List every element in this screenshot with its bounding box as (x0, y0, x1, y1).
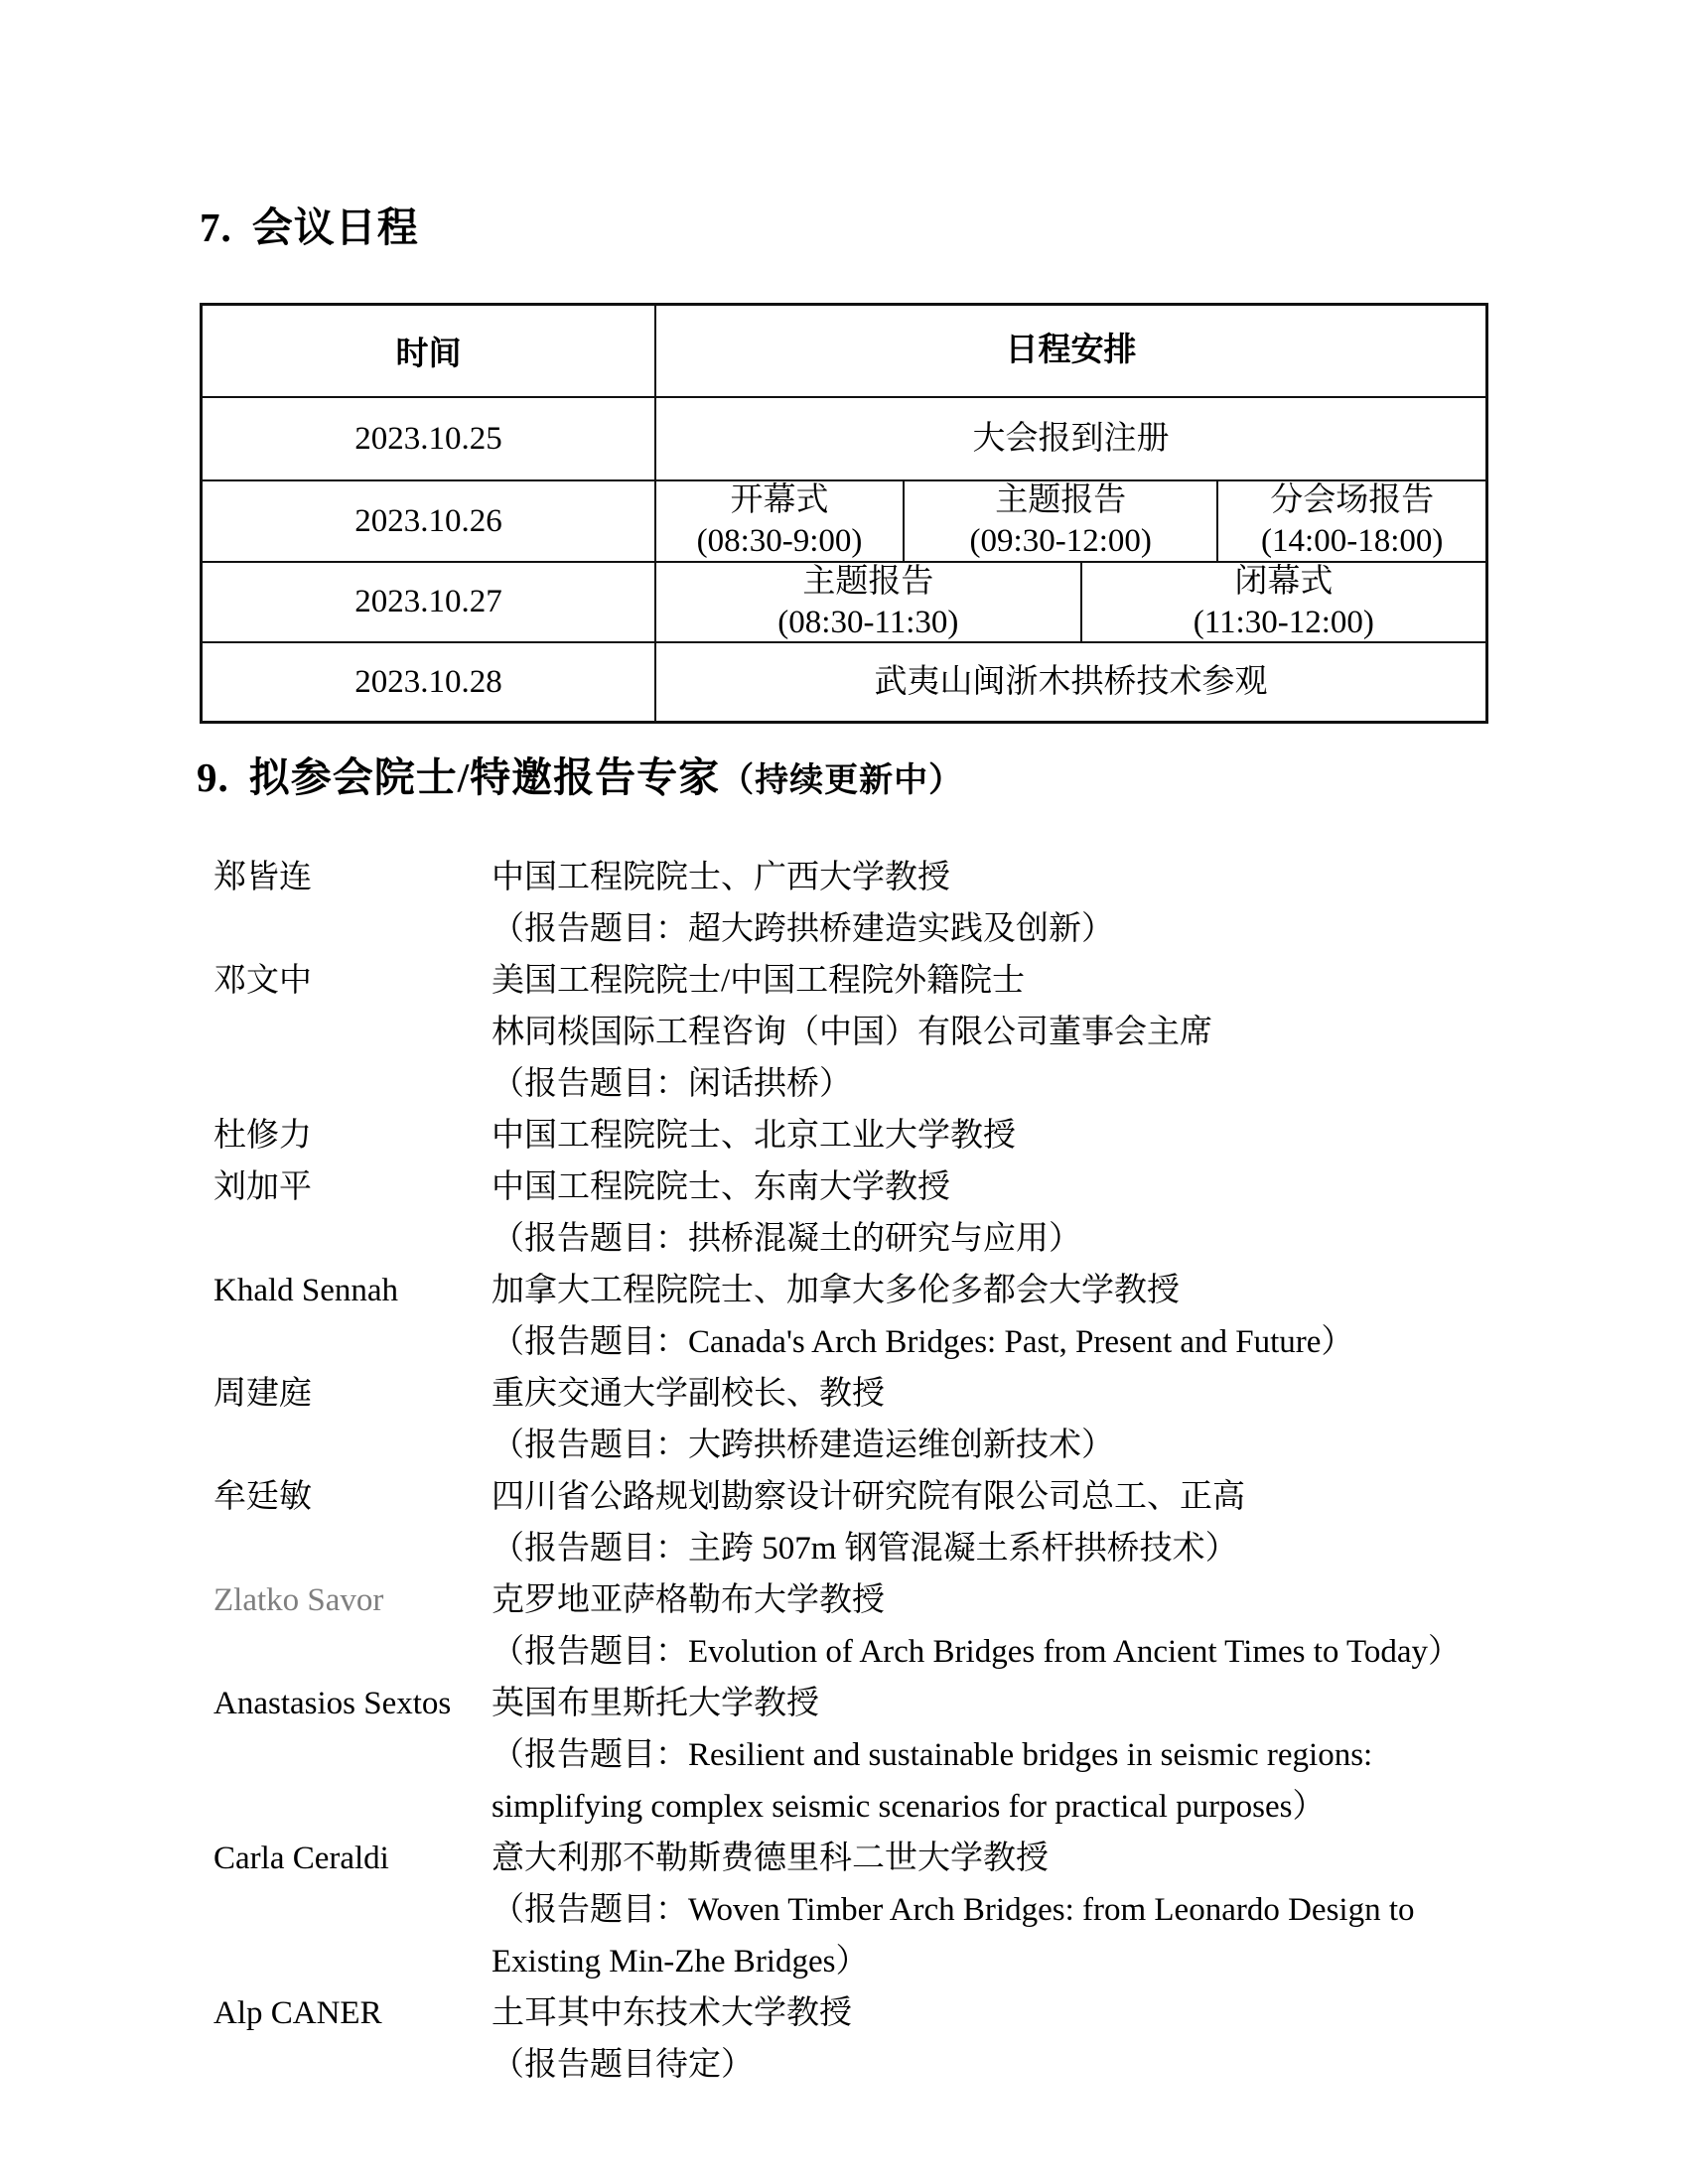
event-title: 武夷山闽浙木拱桥技术参观 (874, 663, 1268, 700)
expert-row (213, 955, 1504, 1110)
schedule-table (200, 303, 1488, 724)
event-cell (656, 643, 1485, 721)
expert-detail-line: simplifying complex seismic scenarios for practical purposes） (492, 1789, 1326, 1825)
expert-detail-line: （报告题目：Canada's Arch Bridges: Past, Present and Future） (492, 1324, 1354, 1360)
event-time: (08:30-9:00) (696, 523, 863, 559)
expert-detail-line: （报告题目：闲话拱桥） (492, 1066, 852, 1102)
expert-name: 周建庭 (213, 1376, 312, 1412)
expert-detail-line: 中国工程院院士、北京工业大学教授 (492, 1118, 1016, 1154)
section-7-number: 7. (200, 205, 232, 250)
event-title: 主题报告 (995, 482, 1127, 518)
agenda-cells (656, 643, 1485, 721)
expert-details (492, 1110, 1504, 1161)
expert-row (213, 1833, 1504, 1987)
event-cell (1080, 563, 1485, 641)
section-7-heading (200, 195, 419, 253)
table-row (203, 396, 1485, 479)
expert-details (492, 1368, 1504, 1471)
expert-detail-line: 四川省公路规划勘察设计研究院有限公司总工、正高 (492, 1479, 1245, 1515)
table-header-time: 时间 (203, 306, 656, 396)
expert-name: Anastasios Sextos (213, 1686, 452, 1721)
date-cell: 2023.10.27 (203, 563, 656, 641)
expert-details (492, 1987, 1504, 2091)
expert-name: Alp CANER (213, 1995, 382, 2031)
event-time: (09:30-12:00) (969, 523, 1152, 559)
expert-row (213, 1265, 1504, 1368)
expert-detail-line: 林同棪国际工程咨询（中国）有限公司董事会主席 (492, 1015, 1212, 1050)
table-row (203, 641, 1485, 721)
expert-detail-line: 英国布里斯托大学教授 (492, 1686, 819, 1721)
event-cell (656, 563, 1080, 641)
event-cell (903, 481, 1216, 561)
section-9-title: 拟参会院士/特邀报告专家 (248, 754, 721, 800)
table-row (203, 561, 1485, 641)
section-9-subtitle: （持续更新中） (720, 762, 964, 799)
expert-detail-line: （报告题目：大跨拱桥建造运维创新技术） (492, 1428, 1114, 1463)
expert-detail-line: 重庆交通大学副校长、教授 (492, 1376, 885, 1412)
expert-details (492, 1678, 1504, 1833)
expert-detail-line: 土耳其中东技术大学教授 (492, 1995, 852, 2031)
expert-detail-line: （报告题目：Woven Timber Arch Bridges: from Leonardo Design to (492, 1892, 1415, 1928)
expert-detail-line: （报告题目：超大跨拱桥建造实践及创新） (492, 911, 1114, 947)
expert-row (213, 1110, 1504, 1161)
expert-detail-line: （报告题目：主跨 507m 钢管混凝土系杆拱桥技术） (492, 1531, 1238, 1567)
expert-row (213, 1161, 1504, 1265)
expert-detail-line: 中国工程院院士、东南大学教授 (492, 1169, 950, 1205)
experts-list (213, 852, 1504, 2091)
expert-row (213, 1471, 1504, 1574)
expert-detail-line: （报告题目：Evolution of Arch Bridges from Ancient Times to Today） (492, 1634, 1462, 1670)
event-title: 大会报到注册 (972, 420, 1170, 457)
date-cell: 2023.10.25 (203, 398, 656, 479)
table-header-row (203, 306, 1485, 396)
event-title: 闭幕式 (1234, 563, 1334, 600)
event-cell (656, 398, 1485, 479)
expert-detail-line: 克罗地亚萨格勒布大学教授 (492, 1582, 885, 1618)
expert-detail-line: （报告题目：Resilient and sustainable bridges in seismic regions: (492, 1737, 1373, 1773)
expert-detail-line: 意大利那不勒斯费德里科二世大学教授 (492, 1841, 1049, 1876)
expert-name: 郑皆连 (213, 860, 312, 895)
event-title: 开幕式 (730, 482, 829, 518)
expert-name: Zlatko Savor (213, 1582, 384, 1618)
expert-details (492, 1161, 1504, 1265)
expert-name: Carla Ceraldi (213, 1841, 389, 1876)
table-header-agenda: 日程安排 (1005, 333, 1137, 368)
expert-details (492, 1833, 1504, 1987)
event-time: (08:30-11:30) (777, 604, 959, 640)
section-7-title: 会议日程 (251, 205, 419, 250)
expert-detail-line: Existing Min-Zhe Bridges） (492, 1944, 869, 1979)
event-time: (14:00-18:00) (1261, 523, 1444, 559)
date-cell: 2023.10.26 (203, 481, 656, 561)
event-cell (656, 481, 903, 561)
expert-name: 杜修力 (213, 1118, 312, 1154)
expert-name: Khald Sennah (213, 1273, 399, 1308)
expert-details (492, 852, 1504, 955)
agenda-cells (656, 563, 1485, 641)
expert-row (213, 1368, 1504, 1471)
section-9-number: 9. (197, 754, 229, 800)
expert-detail-line: （报告题目待定） (492, 2047, 754, 2083)
expert-name: 牟廷敏 (213, 1479, 312, 1515)
expert-detail-line: 美国工程院院士/中国工程院外籍院士 (492, 963, 1026, 999)
expert-detail-line: 中国工程院院士、广西大学教授 (492, 860, 950, 895)
section-9-heading (197, 745, 963, 803)
table-row (203, 479, 1485, 561)
expert-details (492, 1265, 1504, 1368)
agenda-cells (656, 398, 1485, 479)
expert-details (492, 1471, 1504, 1574)
expert-detail-line: （报告题目：拱桥混凝土的研究与应用） (492, 1221, 1081, 1257)
table-header-agenda-col (656, 306, 1485, 396)
expert-details (492, 955, 1504, 1110)
agenda-cells (656, 481, 1485, 561)
event-time: (11:30-12:00) (1193, 604, 1374, 640)
expert-name: 刘加平 (213, 1169, 312, 1205)
expert-row (213, 852, 1504, 955)
expert-name: 邓文中 (213, 963, 312, 999)
event-cell (1216, 481, 1485, 561)
expert-row (213, 1574, 1504, 1678)
expert-detail-line: 加拿大工程院院士、加拿大多伦多都会大学教授 (492, 1273, 1180, 1308)
expert-row (213, 1987, 1504, 2091)
expert-row (213, 1678, 1504, 1833)
expert-details (492, 1574, 1504, 1678)
date-cell: 2023.10.28 (203, 643, 656, 721)
event-title: 主题报告 (802, 563, 934, 600)
event-title: 分会场报告 (1270, 482, 1435, 518)
